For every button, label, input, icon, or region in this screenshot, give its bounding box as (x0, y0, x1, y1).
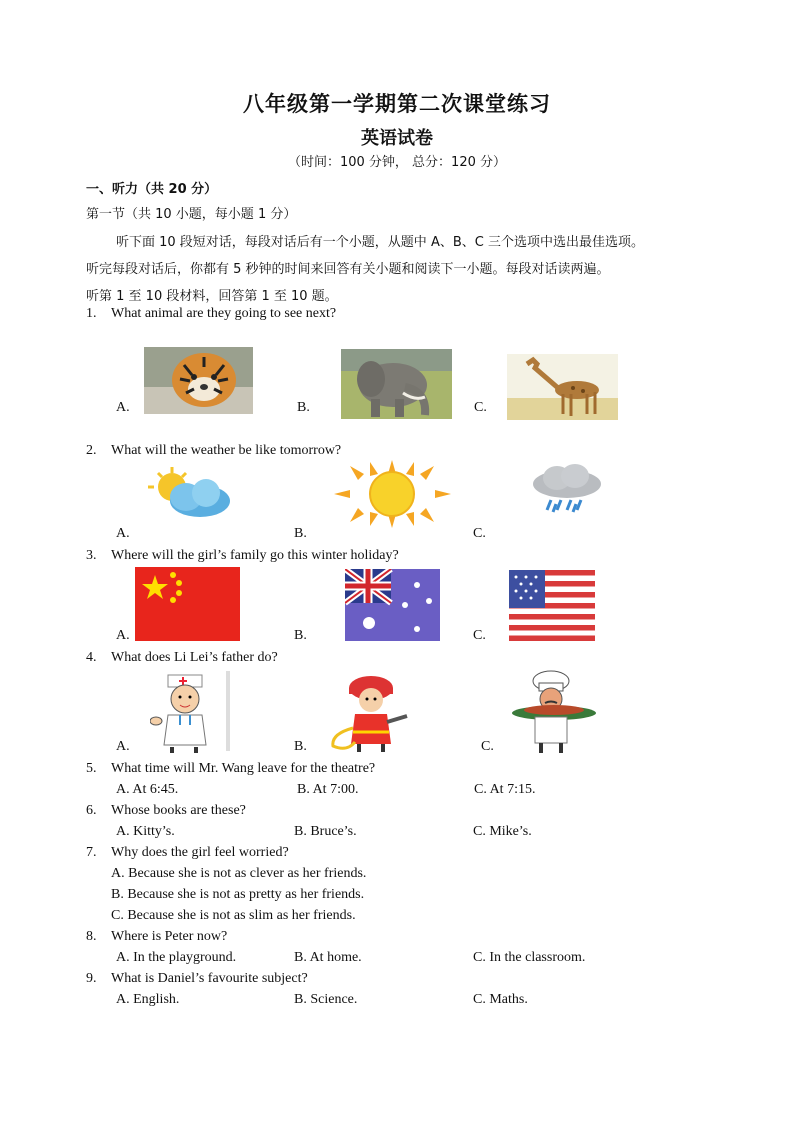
question-text: Where will the girl’s family go this winter holiday? (111, 548, 399, 563)
question-text: Whose books are these? (111, 803, 246, 818)
tiger-image (144, 347, 253, 414)
option-b: B. (294, 628, 307, 643)
question-number: 7. (86, 845, 97, 860)
doctor-image (150, 671, 234, 753)
option-b: B. Science. (294, 992, 358, 1007)
usa-flag-icon (509, 570, 595, 641)
exam-subtitle: 英语试卷 (361, 128, 433, 149)
firefighter-image (323, 672, 413, 752)
section-heading: 一、听力（共 20 分） (86, 182, 218, 197)
option-b: B. At home. (294, 950, 362, 965)
question-text: Where is Peter now? (111, 929, 228, 944)
option-c: C. At 7:15. (474, 782, 536, 797)
option-c: C. (473, 628, 486, 643)
china-flag-icon (135, 567, 240, 641)
question-number: 9. (86, 971, 97, 986)
question-number: 5. (86, 761, 97, 776)
option-c: C. (481, 739, 494, 754)
question-text: What time will Mr. Wang leave for the theatre? (111, 761, 376, 776)
cloudy-icon (142, 463, 234, 523)
option-a: A. English. (116, 992, 180, 1007)
instruction-2: 听完每段对话后，你都有 5 秒钟的时间来回答有关小题和阅读下一小题。每段对话读两遍。 (86, 262, 610, 277)
question-number: 4. (86, 650, 97, 665)
question-text: What does Li Lei’s father do? (111, 650, 278, 665)
option-a: A. Because she is not as clever as her friends. (111, 866, 367, 881)
option-b: B. (297, 400, 310, 415)
option-b: B. (294, 739, 307, 754)
question-number: 6. (86, 803, 97, 818)
option-c: C. In the classroom. (473, 950, 586, 965)
option-b: B. (294, 526, 307, 541)
elephant-image (341, 349, 452, 419)
option-c: C. Mike’s. (473, 824, 532, 839)
option-a: A. In the playground. (116, 950, 237, 965)
rainy-icon (529, 464, 603, 516)
instruction-3: 听第 1 至 10 段材料，回答第 1 至 10 题。 (86, 289, 338, 304)
option-a: A. (116, 400, 130, 415)
section-part: 第一节（共 10 小题，每小题 1 分） (86, 207, 297, 222)
option-c: C. (473, 526, 486, 541)
option-b: B. At 7:00. (297, 782, 359, 797)
option-a: A. (116, 628, 130, 643)
question-number: 1. (86, 306, 97, 321)
question-text: Why does the girl feel worried? (111, 845, 289, 860)
instruction-1: 听下面 10 段短对话，每段对话后有一个小题，从题中 A、B、C 三个选项中选出最佳选项。 (116, 235, 644, 250)
option-a: A. (116, 526, 130, 541)
option-c: C. Because she is not as slim as her friends. (111, 908, 356, 923)
question-text: What is Daniel’s favourite subject? (111, 971, 308, 986)
option-b: B. Bruce’s. (294, 824, 357, 839)
exam-title: 八年级第一学期第二次课堂练习 (243, 92, 551, 116)
australia-flag-icon (345, 569, 440, 641)
option-a: A. Kitty’s. (116, 824, 175, 839)
question-number: 3. (86, 548, 97, 563)
option-a: A. (116, 739, 130, 754)
question-number: 2. (86, 443, 97, 458)
option-a: A. At 6:45. (116, 782, 179, 797)
giraffe-image (507, 354, 618, 420)
question-text: What animal are they going to see next? (111, 306, 337, 321)
option-b: B. Because she is not as pretty as her friends. (111, 887, 365, 902)
question-text: What will the weather be like tomorrow? (111, 443, 342, 458)
chef-image (509, 669, 599, 753)
exam-meta: （时间：100 分钟， 总分：120 分） (287, 155, 507, 170)
option-c: C. (474, 400, 487, 415)
question-number: 8. (86, 929, 97, 944)
option-c: C. Maths. (473, 992, 528, 1007)
sunny-icon (334, 460, 451, 528)
